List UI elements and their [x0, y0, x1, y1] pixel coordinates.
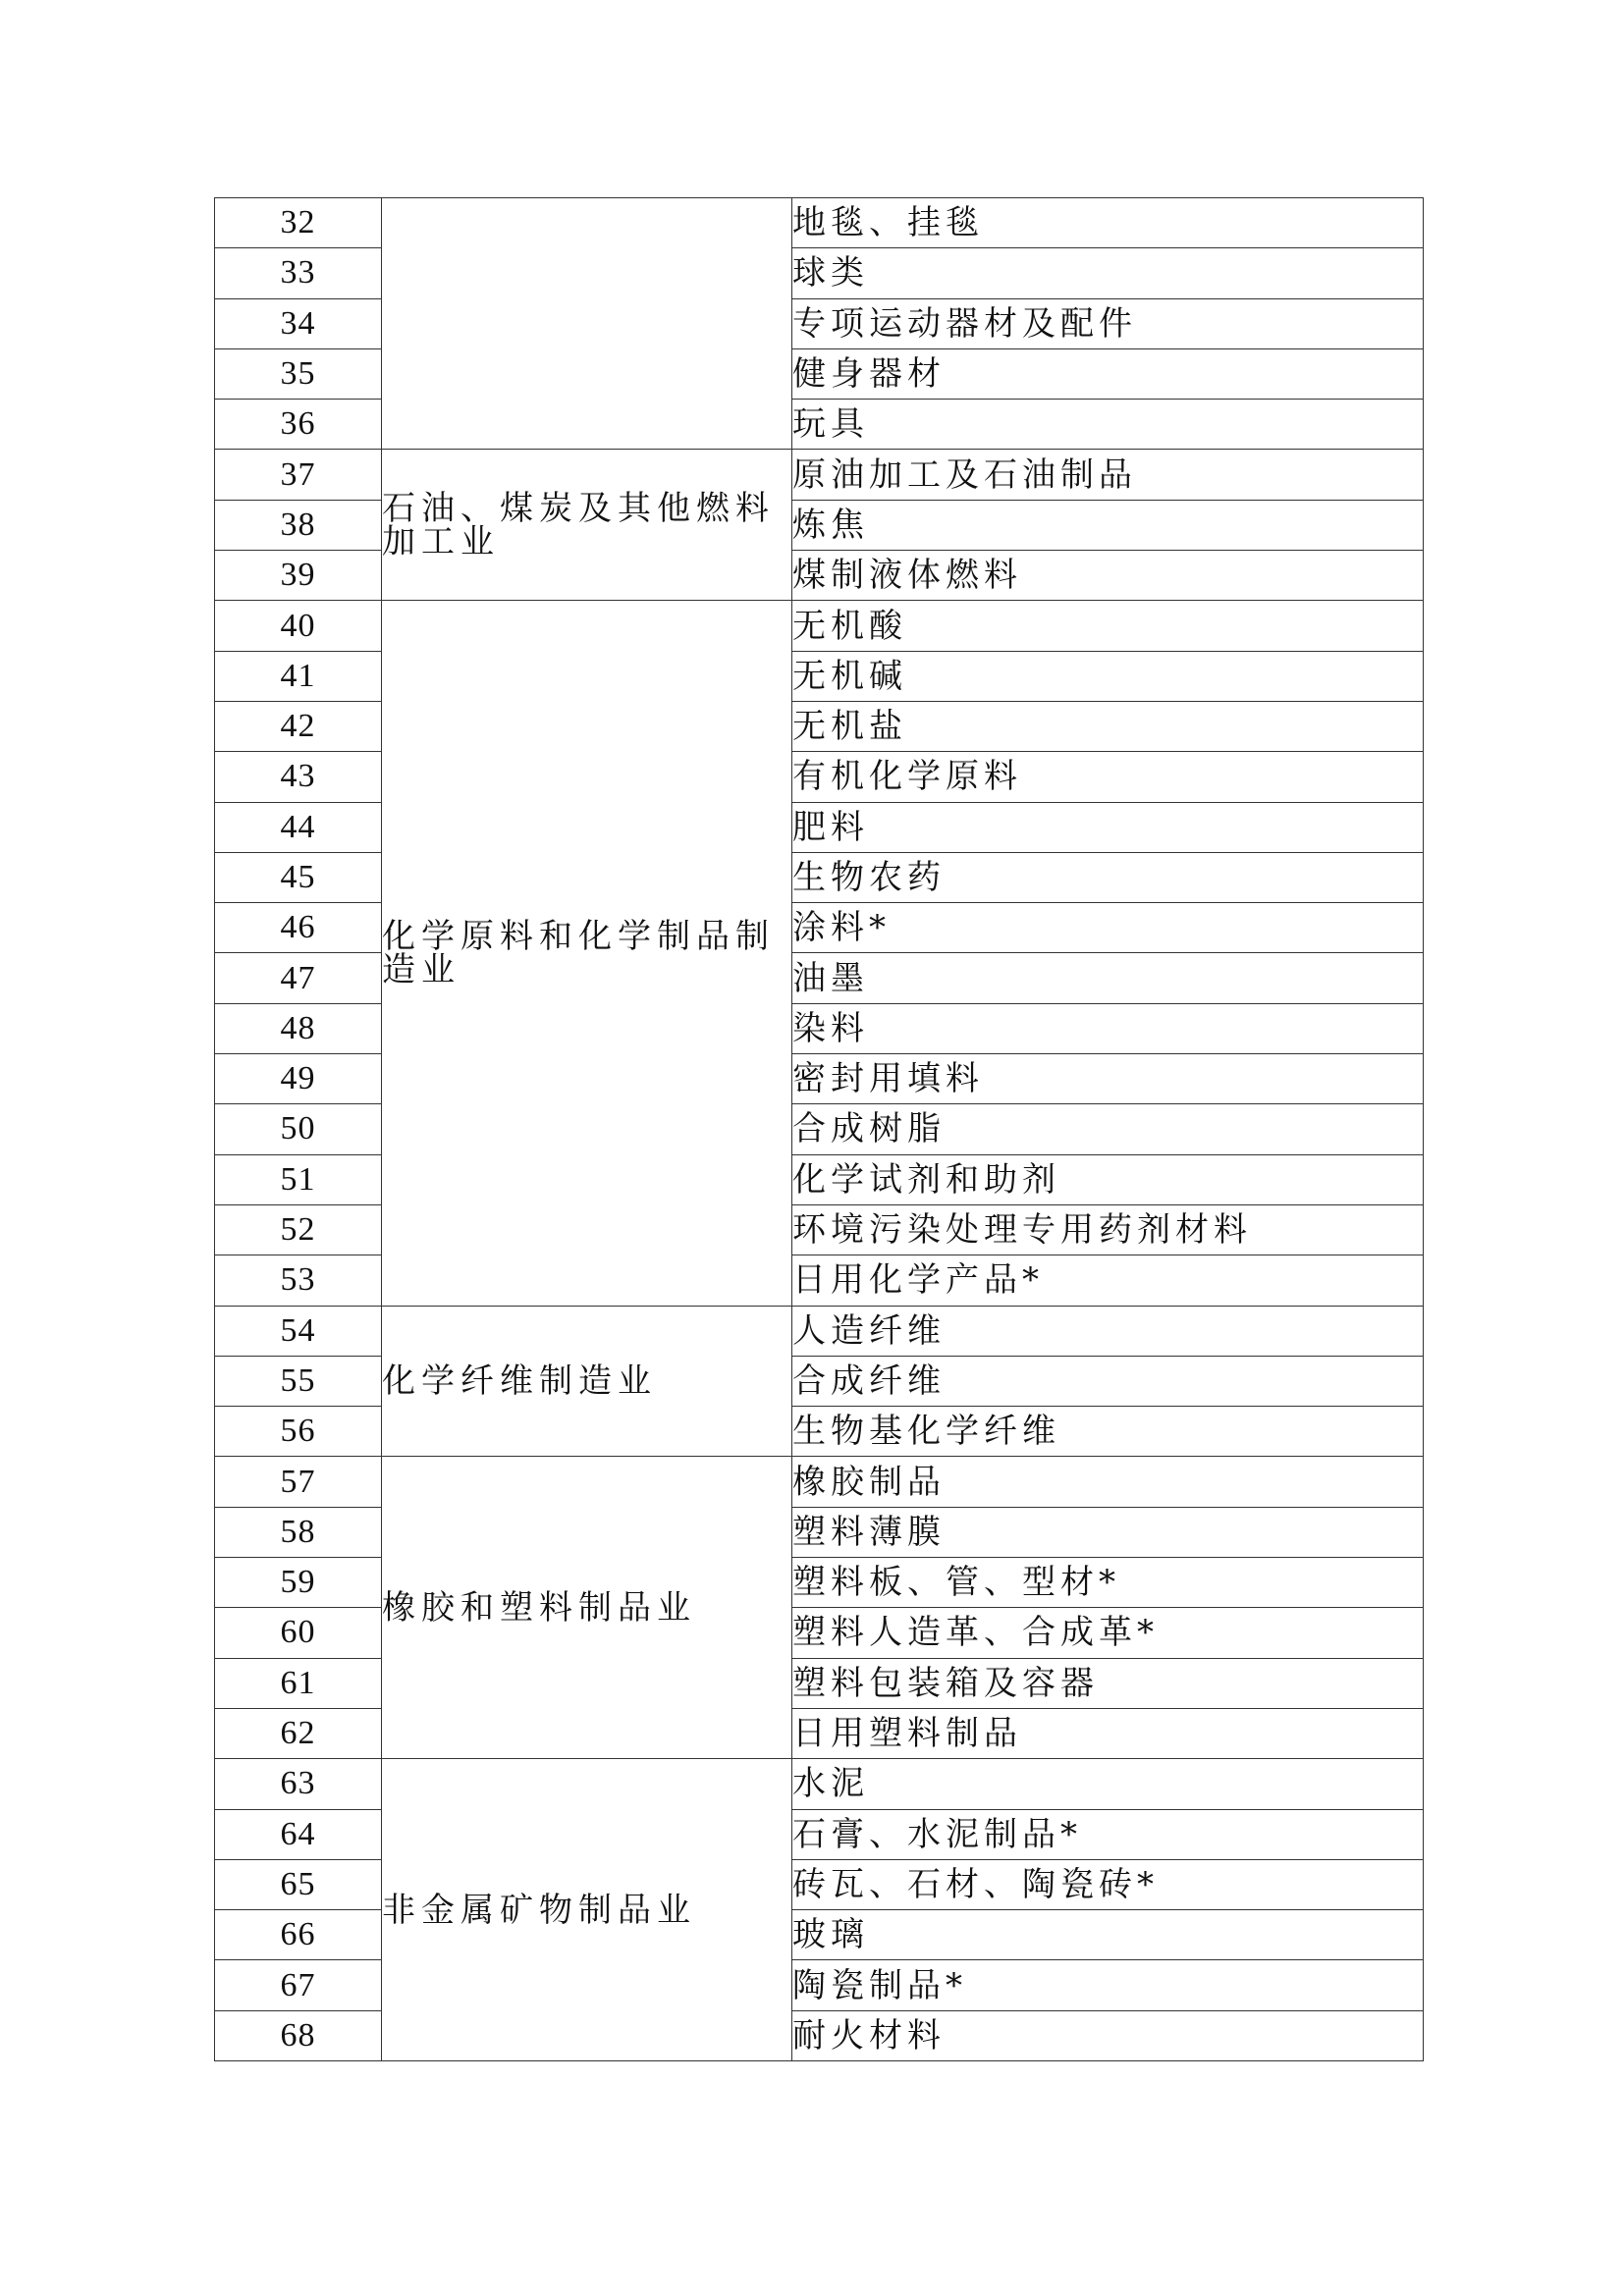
product-name-cell: 染料: [792, 1003, 1424, 1053]
row-number-cell: 32: [215, 198, 382, 248]
row-number-cell: 52: [215, 1204, 382, 1255]
product-name-cell: 化学试剂和助剂: [792, 1154, 1424, 1204]
row-number-cell: 58: [215, 1507, 382, 1557]
row-number-cell: 60: [215, 1608, 382, 1658]
table-row: [215, 1306, 1424, 1356]
row-number-cell: 66: [215, 1910, 382, 1960]
product-name-cell: 球类: [792, 248, 1424, 298]
row-number-cell: 45: [215, 852, 382, 902]
row-number-cell: 54: [215, 1306, 382, 1356]
product-name-cell: 合成树脂: [792, 1104, 1424, 1154]
product-name-cell: 无机碱: [792, 651, 1424, 701]
product-name-cell: 塑料包装箱及容器: [792, 1658, 1424, 1708]
row-number-cell: 53: [215, 1255, 382, 1306]
product-name-cell: 原油加工及石油制品: [792, 450, 1424, 500]
product-name-cell: 煤制液体燃料: [792, 551, 1424, 601]
row-number-cell: 61: [215, 1658, 382, 1708]
product-name-cell: 日用化学产品*: [792, 1255, 1424, 1306]
row-number-cell: 33: [215, 248, 382, 298]
row-number-cell: 38: [215, 500, 382, 550]
row-number-cell: 68: [215, 2010, 382, 2060]
table-row: [215, 1759, 1424, 1809]
product-name-cell: 无机酸: [792, 601, 1424, 651]
product-name-cell: 生物基化学纤维: [792, 1407, 1424, 1457]
product-name-cell: 石膏、水泥制品*: [792, 1809, 1424, 1859]
row-number-cell: 35: [215, 348, 382, 399]
product-name-cell: 砖瓦、石材、陶瓷砖*: [792, 1859, 1424, 1909]
row-number-cell: 40: [215, 601, 382, 651]
product-name-cell: 耐火材料: [792, 2010, 1424, 2060]
table-row: [215, 601, 1424, 651]
industry-category-cell: 橡胶和塑料制品业: [382, 1457, 792, 1759]
product-name-cell: 日用塑料制品: [792, 1708, 1424, 1758]
product-name-cell: 地毯、挂毯: [792, 198, 1424, 248]
product-name-cell: 炼焦: [792, 500, 1424, 550]
industry-category-cell: 非金属矿物制品业: [382, 1759, 792, 2061]
product-name-cell: 密封用填料: [792, 1054, 1424, 1104]
product-name-cell: 无机盐: [792, 701, 1424, 751]
product-name-cell: 陶瓷制品*: [792, 1960, 1424, 2010]
product-name-cell: 肥料: [792, 802, 1424, 852]
product-name-cell: 专项运动器材及配件: [792, 298, 1424, 348]
industry-category-cell: 化学原料和化学制品制造业: [382, 601, 792, 1306]
product-name-cell: 油墨: [792, 953, 1424, 1003]
row-number-cell: 47: [215, 953, 382, 1003]
row-number-cell: 59: [215, 1558, 382, 1608]
row-number-cell: 41: [215, 651, 382, 701]
row-number-cell: 57: [215, 1457, 382, 1507]
table-body: [215, 198, 1424, 2061]
row-number-cell: 46: [215, 903, 382, 953]
product-name-cell: 玻璃: [792, 1910, 1424, 1960]
row-number-cell: 34: [215, 298, 382, 348]
product-name-cell: 橡胶制品: [792, 1457, 1424, 1507]
row-number-cell: 67: [215, 1960, 382, 2010]
row-number-cell: 65: [215, 1859, 382, 1909]
table-row: [215, 1457, 1424, 1507]
product-name-cell: 玩具: [792, 400, 1424, 450]
row-number-cell: 64: [215, 1809, 382, 1859]
row-number-cell: 55: [215, 1356, 382, 1406]
product-name-cell: 水泥: [792, 1759, 1424, 1809]
product-name-cell: 塑料薄膜: [792, 1507, 1424, 1557]
row-number-cell: 48: [215, 1003, 382, 1053]
row-number-cell: 49: [215, 1054, 382, 1104]
row-number-cell: 50: [215, 1104, 382, 1154]
row-number-cell: 42: [215, 701, 382, 751]
product-name-cell: 人造纤维: [792, 1306, 1424, 1356]
row-number-cell: 44: [215, 802, 382, 852]
row-number-cell: 43: [215, 752, 382, 802]
industry-product-table: [214, 197, 1424, 2061]
industry-category-cell: [382, 198, 792, 450]
product-name-cell: 环境污染处理专用药剂材料: [792, 1204, 1424, 1255]
table-row: [215, 450, 1424, 500]
industry-category-cell: 化学纤维制造业: [382, 1306, 792, 1457]
product-name-cell: 生物农药: [792, 852, 1424, 902]
product-name-cell: 合成纤维: [792, 1356, 1424, 1406]
row-number-cell: 39: [215, 551, 382, 601]
table-row: [215, 198, 1424, 248]
row-number-cell: 37: [215, 450, 382, 500]
product-name-cell: 有机化学原料: [792, 752, 1424, 802]
row-number-cell: 63: [215, 1759, 382, 1809]
industry-category-cell: 石油、煤炭及其他燃料加工业: [382, 450, 792, 601]
row-number-cell: 62: [215, 1708, 382, 1758]
product-name-cell: 涂料*: [792, 903, 1424, 953]
product-name-cell: 塑料人造革、合成革*: [792, 1608, 1424, 1658]
row-number-cell: 36: [215, 400, 382, 450]
row-number-cell: 51: [215, 1154, 382, 1204]
row-number-cell: 56: [215, 1407, 382, 1457]
product-name-cell: 健身器材: [792, 348, 1424, 399]
product-name-cell: 塑料板、管、型材*: [792, 1558, 1424, 1608]
